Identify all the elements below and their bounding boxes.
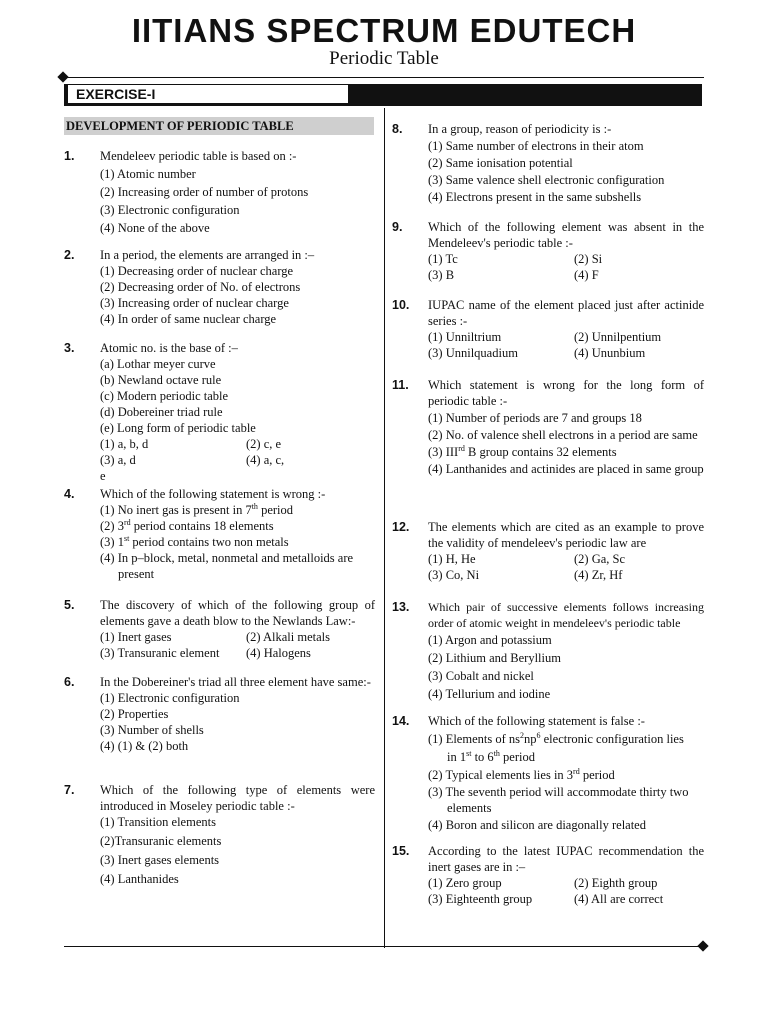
question-number: 15. xyxy=(392,844,410,858)
question-text: Atomic no. is the base of :– xyxy=(100,341,238,355)
option: (3) Same valence shell electronic configuration xyxy=(428,173,665,187)
option: (3) IIIrd B group contains 32 elements xyxy=(428,443,617,459)
bottom-rule xyxy=(64,946,704,947)
question-text: Which of the following type of elements were introduced in Moseley periodic table :- xyxy=(100,783,375,813)
question-text: In a group, reason of periodicity is :- xyxy=(428,122,612,136)
option: (1) Elements of $ns^2np^6$ electronic configuration lies xyxy=(428,730,684,746)
option: (3) Inert gases elements xyxy=(100,853,220,867)
option: (2) No. of valence shell electrons in a period are same xyxy=(428,428,698,442)
option: (1) Tc xyxy=(428,252,458,266)
option: (1) Atomic number xyxy=(100,167,196,181)
option: (3) B xyxy=(428,268,455,282)
option: (2) Decreasing order of No. of electrons xyxy=(100,280,301,294)
option: (1) Inert gases xyxy=(100,630,172,644)
page-title: IITIANS SPECTRUM EDUTECH xyxy=(131,12,637,49)
options-grid xyxy=(428,551,704,583)
question-number: 10. xyxy=(392,298,410,312)
option: (4) Electrons present in the same subshells xyxy=(428,190,642,204)
option: (2) Typical elements lies in 3rd period xyxy=(428,766,615,782)
question-text: In the Dobereiner's triad all three element have same:- xyxy=(100,675,371,689)
question-number: 7. xyxy=(64,783,75,797)
page-subtitle: Periodic Table xyxy=(329,48,439,69)
question-text: Which of the following statement is wrong :- xyxy=(100,487,326,501)
option: (4) Halogens xyxy=(246,646,311,660)
question-text: Which statement is wrong for the long form of periodic table :- xyxy=(428,378,704,408)
option: (2) Unnilpentium xyxy=(574,330,662,344)
question-number: 11. xyxy=(392,378,409,392)
option: (4) a, c, xyxy=(246,453,285,467)
question-number: 1. xyxy=(64,149,75,163)
option: (1) No inert gas is present in 7th period xyxy=(100,501,293,517)
option: (3) The seventh period will accommodate thirty two elements xyxy=(428,785,689,815)
question-number: 3. xyxy=(64,341,75,355)
option: (1) Same number of electrons in their atom xyxy=(428,139,644,153)
option: (1) Number of periods are 7 and groups 18 xyxy=(428,411,642,425)
statement-item: (a) Lothar meyer curve xyxy=(100,357,216,371)
option: (4) F xyxy=(574,268,599,282)
options-grid xyxy=(100,436,375,468)
option: (4) Tellurium and iodine xyxy=(428,687,551,701)
exercise-label: EXERCISE-I xyxy=(68,85,348,103)
option: (3) Transuranic element xyxy=(100,646,220,660)
question-number: 5. xyxy=(64,598,75,612)
option: (2) Eighth group xyxy=(574,876,658,890)
question-text: Mendeleev periodic table is based on :- xyxy=(100,149,297,163)
question-text: The discovery of which of the following group of elements gave a death blow to the Newlands Law:- xyxy=(100,598,375,628)
option: (4) (1) & (2) both xyxy=(100,739,189,753)
option: (2) Ga, Sc xyxy=(574,552,626,566)
option: (2) Si xyxy=(574,252,603,266)
option-continuation: e xyxy=(100,469,106,483)
option: (2) Properties xyxy=(100,707,169,721)
option: (1) Electronic configuration xyxy=(100,691,240,705)
option: (2) Alkali metals xyxy=(246,630,331,644)
option: (4) Lanthanides and actinides are placed in same group xyxy=(428,462,704,476)
option: (2) Lithium and Beryllium xyxy=(428,651,561,665)
options-grid xyxy=(428,251,704,283)
option-continuation: in 1st to 6th period xyxy=(447,748,535,764)
options-grid xyxy=(428,875,704,907)
option: (2) Increasing order of number of protons xyxy=(100,185,309,199)
option: (1) H, He xyxy=(428,552,476,566)
option: (1) Transition elements xyxy=(100,815,216,829)
option: (4) Boron and silicon are diagonally related xyxy=(428,818,646,832)
question-text: According to the latest IUPAC recommendation the inert gases are in :– xyxy=(428,844,704,874)
option: (4) Zr, Hf xyxy=(574,568,623,582)
option: (3) Cobalt and nickel xyxy=(428,669,534,683)
question-number: 12. xyxy=(392,520,410,534)
question-text: Which pair of successive elements follows increasing order of atomic weight in mendeleev's periodic table xyxy=(428,600,704,630)
option: (4) In order of same nuclear charge xyxy=(100,312,277,326)
option: (4) None of the above xyxy=(100,221,210,235)
question-number: 6. xyxy=(64,675,75,689)
statement-item: (e) Long form of periodic table xyxy=(100,421,256,435)
option: (1) Decreasing order of nuclear charge xyxy=(100,264,294,278)
statement-item: (d) Dobereiner triad rule xyxy=(100,405,223,419)
options-grid xyxy=(100,629,375,661)
option: (1) Unniltrium xyxy=(428,330,502,344)
section-heading: DEVELOPMENT OF PERIODIC TABLE xyxy=(64,117,374,135)
options-grid xyxy=(428,329,704,361)
option: (3) Electronic configuration xyxy=(100,203,240,217)
option: (3) 1st period contains two non metals xyxy=(100,533,289,549)
option: (1) a, b, d xyxy=(100,437,149,451)
option: (2) 3rd period contains 18 elements xyxy=(100,517,274,533)
diamond-icon xyxy=(57,71,68,82)
question-number: 14. xyxy=(392,714,410,728)
column-divider xyxy=(384,108,385,948)
option: (1) Zero group xyxy=(428,876,502,890)
question-number: 9. xyxy=(392,220,403,234)
option: (4) All are correct xyxy=(574,892,664,906)
option: (3) Number of shells xyxy=(100,723,204,737)
option: (2) Same ionisation potential xyxy=(428,156,573,170)
top-rule xyxy=(64,77,704,78)
question-text: Which of the following element was absent in the Mendeleev's periodic table :- xyxy=(428,220,704,250)
question-number: 13. xyxy=(392,600,410,614)
question-text: Which of the following statement is false :- xyxy=(428,714,645,728)
question-number: 4. xyxy=(64,487,75,501)
option: (3) a, d xyxy=(100,453,136,467)
option: (3) Unnilquadium xyxy=(428,346,518,360)
statement-item: (b) Newland octave rule xyxy=(100,373,222,387)
option: (3) Eighteenth group xyxy=(428,892,533,906)
question-text: IUPAC name of the element placed just after actinide series :- xyxy=(428,298,704,328)
question-text: In a period, the elements are arranged in :– xyxy=(100,248,315,262)
question-number: 8. xyxy=(392,122,403,136)
diamond-icon xyxy=(697,940,708,951)
option: (4) In p–block, metal, nonmetal and metalloids are present xyxy=(100,551,354,581)
option: (4) Lanthanides xyxy=(100,872,179,886)
statement-item: (c) Modern periodic table xyxy=(100,389,229,403)
question-text: The elements which are cited as an example to prove the validity of mendeleev's periodic law are xyxy=(428,520,704,550)
question-number: 2. xyxy=(64,248,75,262)
option: (2)Transuranic elements xyxy=(100,834,222,848)
option: (2) c, e xyxy=(246,437,282,451)
option: (4) Ununbium xyxy=(574,346,646,360)
option: (3) Increasing order of nuclear charge xyxy=(100,296,289,310)
option: (1) Argon and potassium xyxy=(428,633,552,647)
option: (3) Co, Ni xyxy=(428,568,480,582)
